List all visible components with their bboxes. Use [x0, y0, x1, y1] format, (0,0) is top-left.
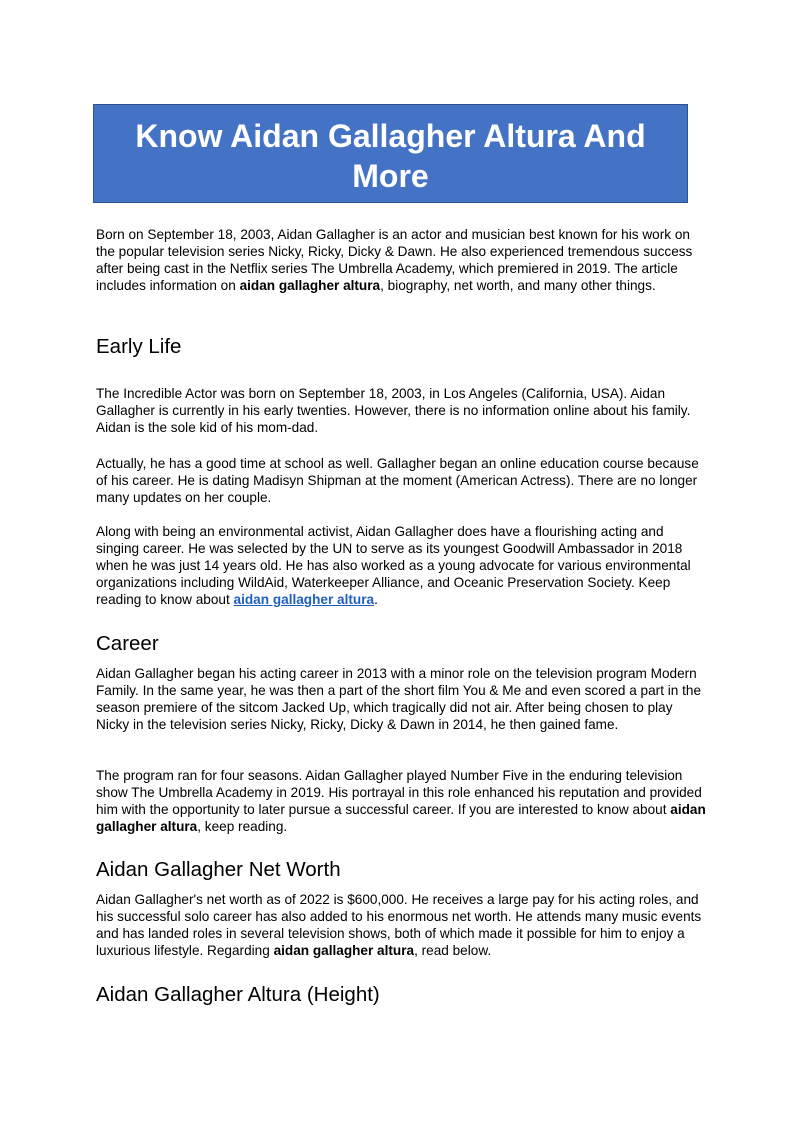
heading-height: Aidan Gallagher Altura (Height)	[96, 983, 380, 1006]
career-paragraph-2	[96, 767, 706, 835]
early-life-paragraph-1: The Incredible Actor was born on September 18, 2003, in Los Angeles (California, USA). Aidan Gallagher is currently in his early twenties. However, there is no information online about his family. Aidan is the sole kid of his mom-dad.	[96, 386, 691, 435]
intro-paragraph	[96, 226, 706, 294]
intro-keyword: aidan gallagher altura	[239, 278, 381, 293]
intro-text: Born on September 18, 2003, Aidan Gallagher is an actor and musician best known for his work on the popular television series Nicky, Ricky, Dicky & Dawn. He also experienced tremendous success after being cast in the Netflix series The Umbrella Academy, which premiered in 2019. The article includes information on	[96, 227, 693, 293]
career-p2-end: , keep reading.	[197, 819, 288, 834]
heading-net-worth: Aidan Gallagher Net Worth	[96, 858, 341, 881]
early-life-paragraph-3	[96, 523, 706, 608]
net-worth-end: , read below.	[414, 943, 492, 958]
career-paragraph-1: Aidan Gallagher began his acting career in 2013 with a minor role on the television program Modern Family. In the same year, he was then a part of the short film You & Me and even scored a part in the season premiere of the sitcom Jacked Up, which tragically did not air. After being chosen to play Nicky in the television series Nicky, Ricky, Dicky & Dawn in 2014, he then gained fame.	[96, 666, 701, 732]
early-life-p3-text: Along with being an environmental activist, Aidan Gallagher does have a flourishing acting and singing career. He was selected by the UN to serve as its youngest Goodwill Ambassador in 2018 when he was just 14 years old. He has also worked as a young advocate for various environmental organizations including WildAid, Waterkeeper Alliance, and Oceanic Preservation Society. Keep reading to know about	[96, 524, 691, 607]
net-worth-text: Aidan Gallagher's net worth as of 2022 is $600,000. He receives a large pay for his acting roles, and his successful solo career has also added to his enormous net worth. He attends many music events and has landed roles in several television shows, both of which made it possible for him to enjoy a luxurious lifestyle. Regarding	[96, 892, 702, 958]
title-line-2: More	[352, 158, 429, 194]
intro-text-end: , biography, net worth, and many other things.	[380, 278, 656, 293]
keyword-link[interactable]: aidan gallagher altura	[233, 592, 375, 607]
career-keyword: aidan gallagher altura	[96, 802, 706, 834]
title-banner	[93, 104, 688, 203]
early-life-p3-end: .	[374, 592, 378, 607]
heading-career: Career	[96, 632, 159, 655]
title-line-1: Know Aidan Gallagher Altura And	[135, 118, 646, 154]
heading-early-life: Early Life	[96, 335, 182, 358]
career-p2-text: The program ran for four seasons. Aidan Gallagher played Number Five in the enduring television show The Umbrella Academy in 2019. His portrayal in this role enhanced his reputation and provided him with the opportunity to later pursue a successful career. If you are interested to know about	[96, 768, 702, 817]
net-worth-paragraph	[96, 891, 706, 959]
net-worth-keyword: aidan gallagher altura	[273, 943, 415, 958]
early-life-paragraph-2: Actually, he has a good time at school as well. Gallagher began an online education course because of his career. He is dating Madisyn Shipman at the moment (American Actress). There are no longer many updates on her couple.	[96, 456, 699, 505]
